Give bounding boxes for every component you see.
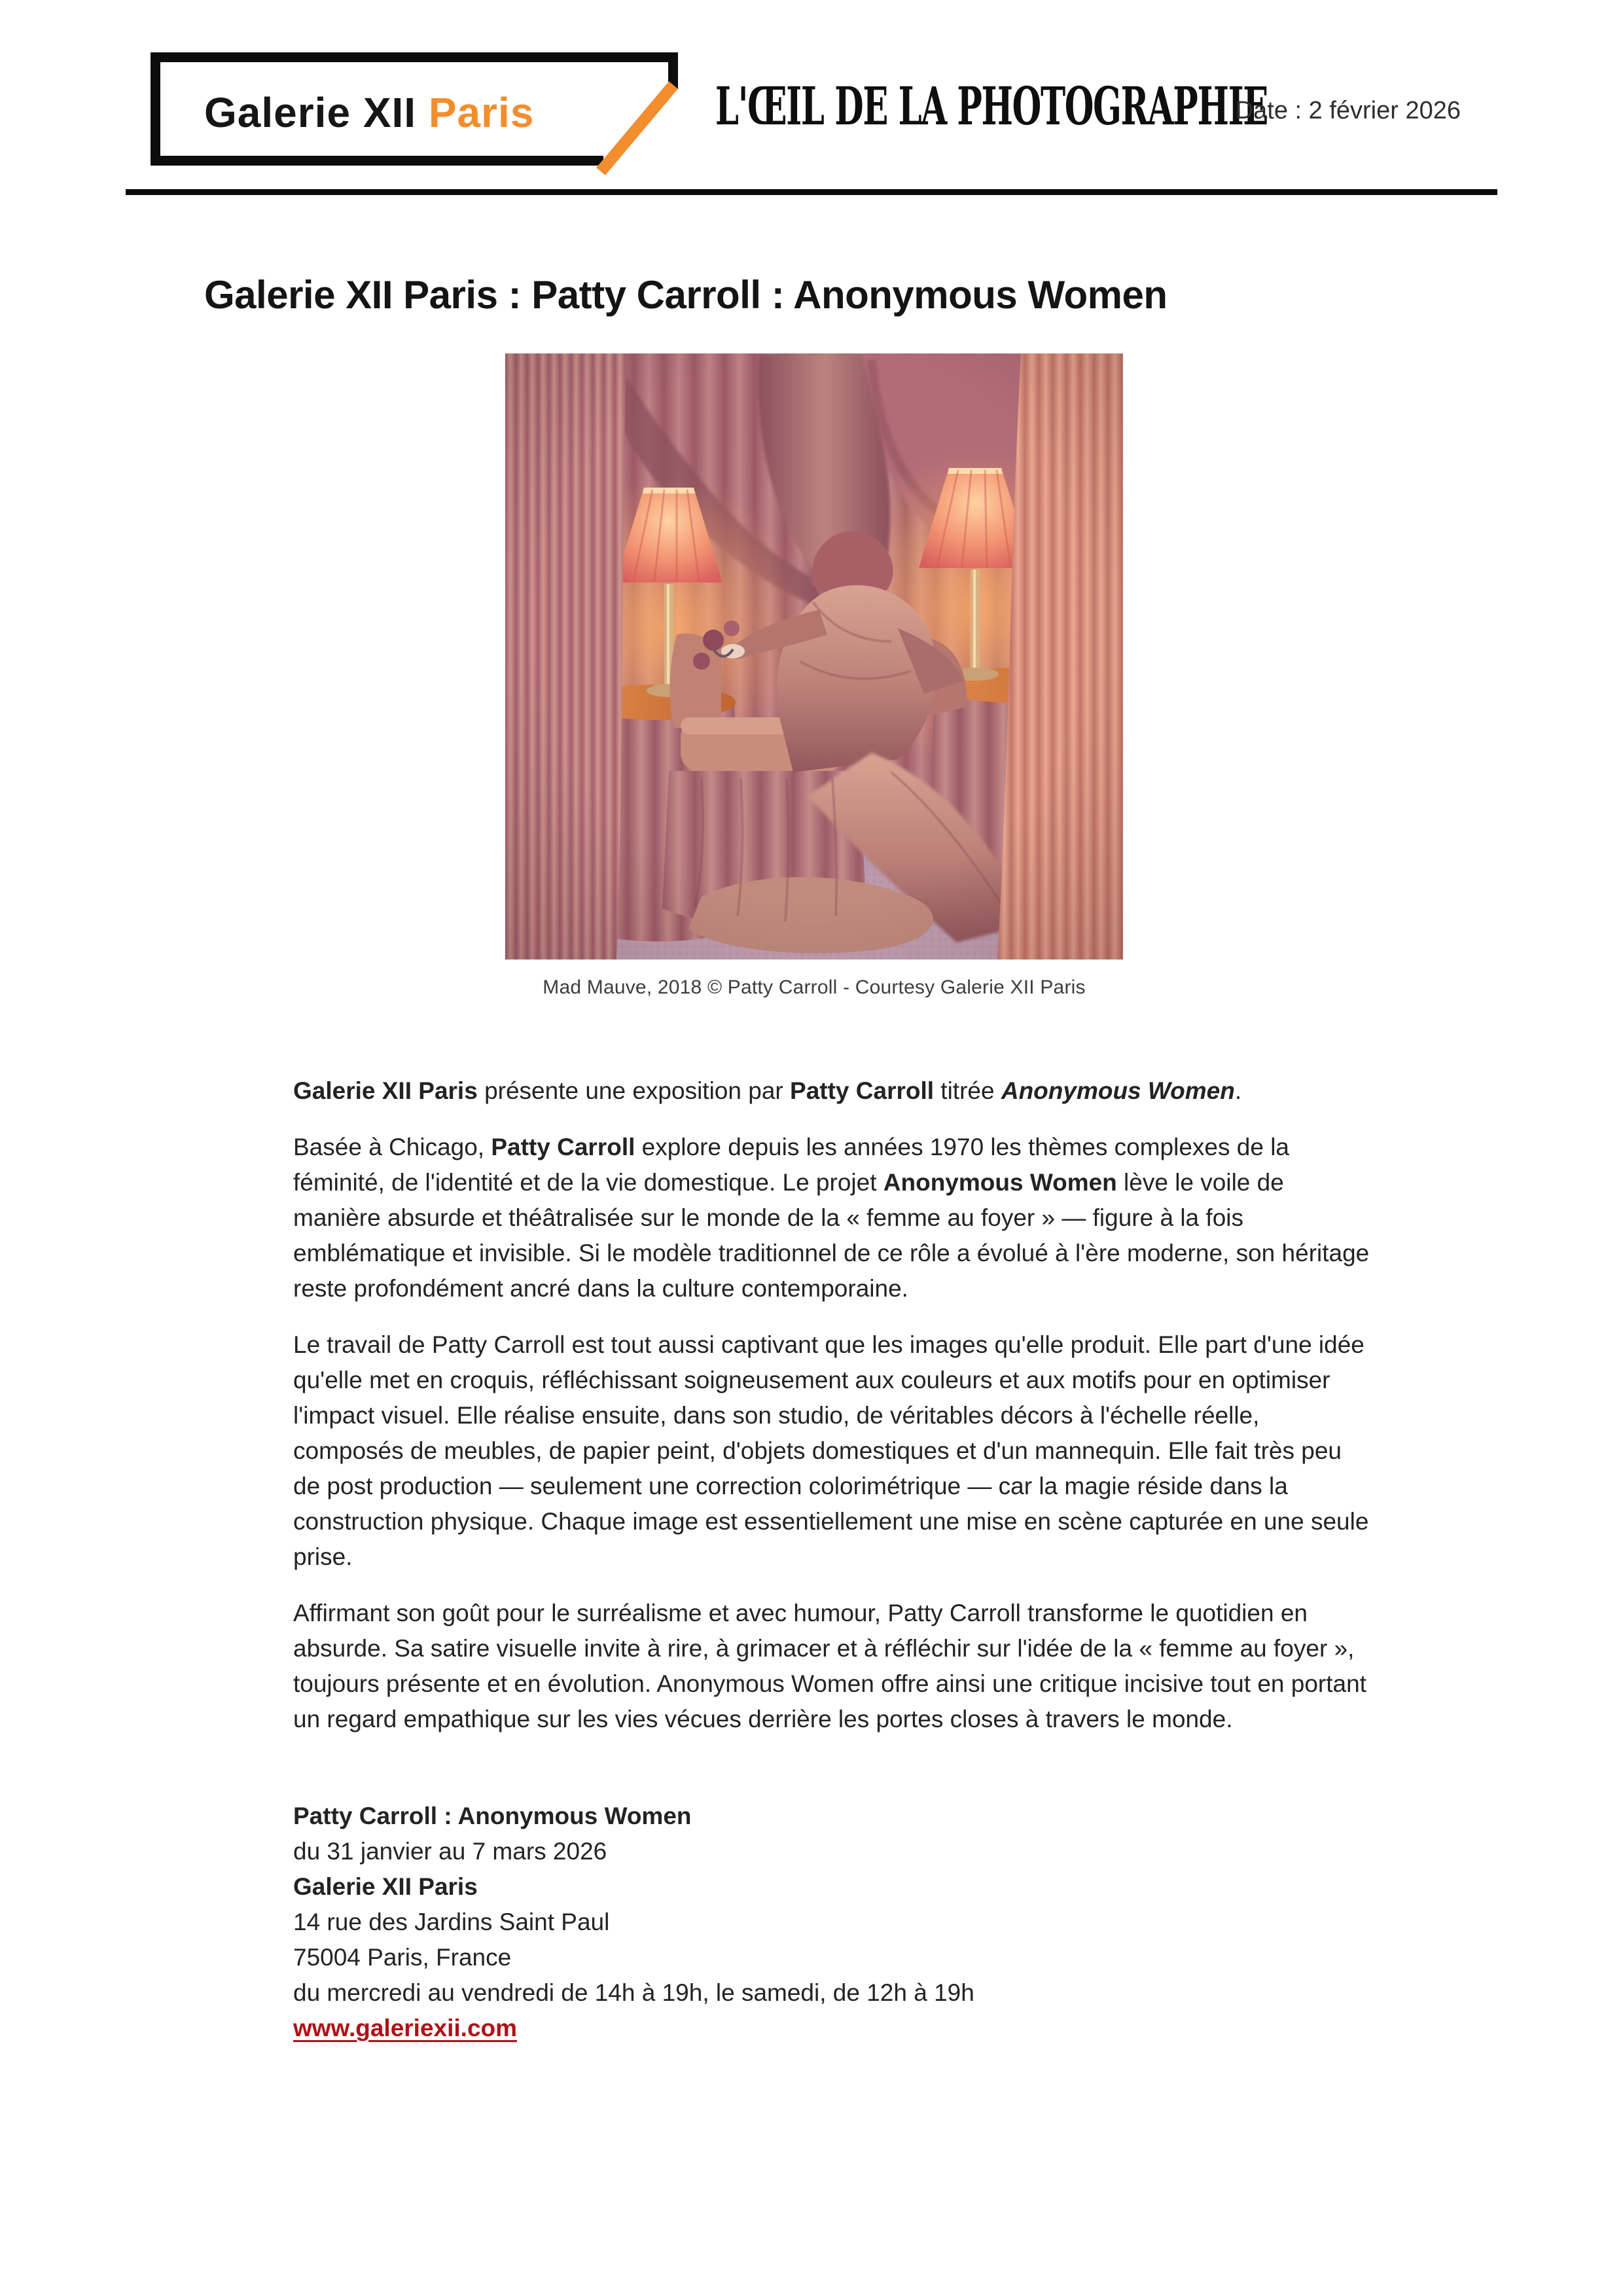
footer-link-line — [293, 2011, 1372, 2046]
galerie-xii-logo — [151, 52, 694, 177]
footer-line-text: du 31 janvier au 7 mars 2026 — [293, 1838, 607, 1865]
paragraph: Le travail de Patty Carroll est tout aussi captivant que les images qu'elle produit. Elle part d'une idée qu'elle met en croquis, réfléchissant soigneusement aux couleurs et aux motifs pour en optimiser l'impact visuel. Elle réalise ensuite, dans son studio, de véritables décors à l'échelle réelle, composés de meubles, de papier peint, d'objets domestiques et d'un mannequin. Elle fait très peu de post production — seulement une correction colorimétrique — car la magie réside dans la construction physique. Chaque image est essentiellement une mise en scène capturée en une seule prise. — [293, 1331, 1369, 1570]
paragraph: Basée à Chicago, Patty Carroll explore depuis les années 1970 les thèmes complexes de la féminité, de l'identité et de la vie domestique. Le projet Anonymous Women lève le voile de manière absurde et théâtralisée sur le monde de la « femme au foyer » — figure à la fois emblématique et invisible. Si le modèle traditionnel de ce rôle a évolué à l'ère moderne, son héritage reste profondément ancré dans la culture contemporaine. — [293, 1134, 1370, 1302]
paragraph: Affirmant son goût pour le surréalisme et avec humour, Patty Carroll transforme le quotidien en absurde. Sa satire visuelle invite à rire, à grimacer et à réfléchir sur l'idée de la « femme au foyer », toujours présente et en évolution. Anonymous Women offre ainsi une critique incisive tout en portant un regard empathique sur les vies vécues derrière les portes closes à travers le monde. — [293, 1600, 1366, 1732]
article-body — [293, 1073, 1372, 2046]
footer-line — [293, 1869, 1372, 1905]
article-title: Galerie XII Paris : Patty Carroll : Anonymous Women — [204, 273, 1168, 317]
header-divider — [126, 189, 1497, 195]
footer-line-text: Galerie XII Paris — [293, 1873, 478, 1900]
artwork-photo — [505, 353, 1123, 960]
footer-line-text: 14 rue des Jardins Saint Paul — [293, 1909, 610, 1935]
date-label: Date : 2 février 2026 — [1235, 97, 1461, 124]
logo-slash-icon — [601, 85, 673, 171]
website-link[interactable]: www.galeriexii.com — [293, 2015, 518, 2041]
paragraph: Galerie XII Paris présente une exposition par Patty Carroll titrée Anonymous Women. — [293, 1077, 1242, 1104]
footer-line — [293, 1799, 1372, 1834]
masthead-title: L'ŒIL DE LA PHOTOGRAPHIE — [715, 75, 1268, 137]
footer-line — [293, 1975, 1372, 2011]
footer-line — [293, 1905, 1372, 1940]
footer-line — [293, 1834, 1372, 1869]
image-caption: Mad Mauve, 2018 © Patty Carroll - Courtesy Galerie XII Paris — [543, 977, 1086, 998]
artwork-figure — [505, 353, 1123, 999]
footer-line — [293, 1940, 1372, 1975]
footer-line-text: 75004 Paris, France — [293, 1944, 512, 1971]
article-paragraphs — [293, 1073, 1372, 1737]
footer-line-text: Patty Carroll : Anonymous Women — [293, 1803, 692, 1829]
logo-wordmark: Galerie XII Paris — [204, 89, 535, 136]
footer-block — [293, 1799, 1372, 2046]
footer-line-text: du mercredi au vendredi de 14h à 19h, le samedi, de 12h à 19h — [293, 1979, 974, 2006]
